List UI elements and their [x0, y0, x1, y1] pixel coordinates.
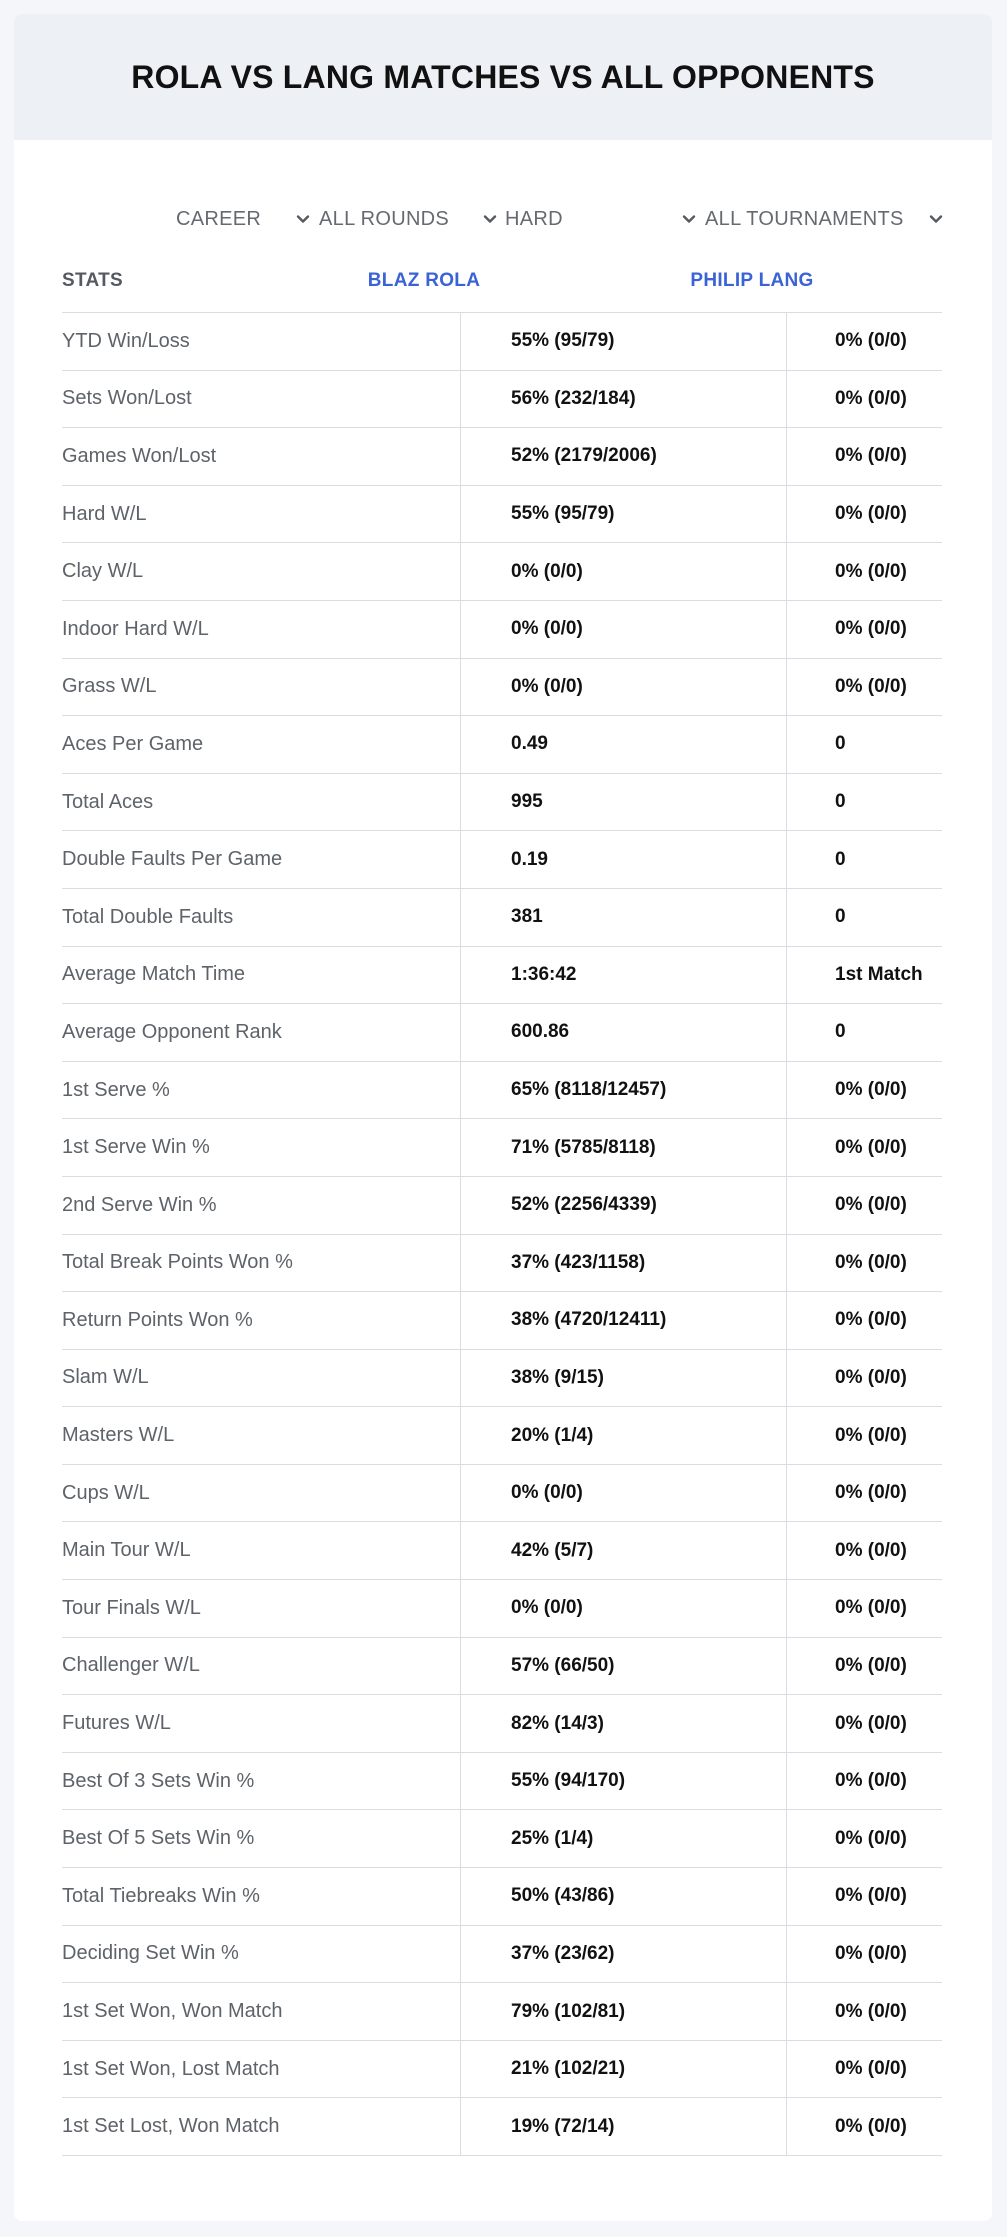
player1-stat-value: 65% (8118/12457)	[460, 1062, 786, 1119]
stat-label: Sets Won/Lost	[62, 387, 192, 410]
table-row	[62, 1292, 942, 1350]
table-row	[62, 831, 942, 889]
player2-stat-value: 0	[786, 1004, 942, 1061]
stat-label: Indoor Hard W/L	[62, 617, 209, 640]
stat-label: Hard W/L	[62, 502, 147, 525]
player2-stat-value: 0% (0/0)	[786, 659, 942, 716]
page-title: ROLA VS LANG MATCHES VS ALL OPPONENTS	[131, 58, 875, 95]
player1-stat-value: 0% (0/0)	[460, 543, 786, 600]
player1-stat-value: 55% (94/170)	[460, 1753, 786, 1810]
player2-stat-value: 0% (0/0)	[786, 486, 942, 543]
column-header-stats: STATS	[62, 270, 123, 291]
player2-name-link[interactable]: PHILIP LANG	[690, 270, 814, 291]
table-row	[62, 1235, 942, 1293]
table-row	[62, 1004, 942, 1062]
stat-label: 2nd Serve Win %	[62, 1193, 217, 1216]
table-row	[62, 601, 942, 659]
player1-stat-value: 0.19	[460, 831, 786, 888]
player2-stat-value: 0% (0/0)	[786, 428, 942, 485]
player1-stat-value: 57% (66/50)	[460, 1638, 786, 1695]
card-header	[14, 14, 992, 140]
player2-stat-value: 0% (0/0)	[786, 1062, 942, 1119]
player2-stat-value: 0% (0/0)	[786, 1465, 942, 1522]
stat-label: Challenger W/L	[62, 1654, 200, 1677]
stat-label: Total Double Faults	[62, 905, 234, 928]
player2-stat-value: 0% (0/0)	[786, 543, 942, 600]
table-row	[62, 1119, 942, 1177]
table-row	[62, 1638, 942, 1696]
filter-surface-select[interactable]	[505, 204, 698, 234]
table-row	[62, 1926, 942, 1984]
player2-stat-value: 0% (0/0)	[786, 1580, 942, 1637]
table-row	[62, 1522, 942, 1580]
table-row	[62, 1350, 942, 1408]
player2-stat-value: 0% (0/0)	[786, 1926, 942, 1983]
player2-stat-value: 0% (0/0)	[786, 1350, 942, 1407]
player1-stat-value: 38% (4720/12411)	[460, 1292, 786, 1349]
player2-stat-value: 0	[786, 716, 942, 773]
filter-rounds-select[interactable]	[319, 204, 499, 234]
table-row	[62, 486, 942, 544]
player1-stat-value: 0% (0/0)	[460, 601, 786, 658]
stat-label: Deciding Set Win %	[62, 1942, 239, 1965]
player1-stat-value: 381	[460, 889, 786, 946]
table-row	[62, 1177, 942, 1235]
player2-stat-value: 0% (0/0)	[786, 1292, 942, 1349]
player1-stat-value: 1:36:42	[460, 947, 786, 1004]
stat-label: 1st Set Won, Won Match	[62, 2000, 283, 2023]
player1-stat-value: 0% (0/0)	[460, 1465, 786, 1522]
player1-stat-value: 56% (232/184)	[460, 371, 786, 428]
stat-label: Total Aces	[62, 790, 154, 813]
stat-label: YTD Win/Loss	[62, 329, 190, 352]
player1-stat-value: 600.86	[460, 1004, 786, 1061]
stats-table	[62, 254, 942, 2156]
table-row	[62, 774, 942, 832]
player2-stat-value: 0% (0/0)	[786, 1235, 942, 1292]
player1-stat-value: 37% (23/62)	[460, 1926, 786, 1983]
table-row	[62, 889, 942, 947]
table-row	[62, 1695, 942, 1753]
player1-stat-value: 21% (102/21)	[460, 2041, 786, 2098]
stat-label: 1st Serve Win %	[62, 1136, 210, 1159]
table-row	[62, 428, 942, 486]
chevron-down-icon	[680, 210, 698, 228]
player1-stat-value: 37% (423/1158)	[460, 1235, 786, 1292]
stat-label: Best Of 3 Sets Win %	[62, 1769, 255, 1792]
table-row	[62, 1868, 942, 1926]
player1-stat-value: 42% (5/7)	[460, 1522, 786, 1579]
player2-stat-value: 0	[786, 831, 942, 888]
player2-stat-value: 0% (0/0)	[786, 371, 942, 428]
stat-label: Futures W/L	[62, 1712, 171, 1735]
chevron-down-icon	[927, 210, 945, 228]
player1-stat-value: 55% (95/79)	[460, 313, 786, 370]
filter-label: HARD	[505, 207, 563, 230]
stat-label: 1st Serve %	[62, 1078, 170, 1101]
table-row	[62, 371, 942, 429]
player2-stat-value: 0% (0/0)	[786, 1177, 942, 1234]
stat-label: Aces Per Game	[62, 732, 204, 755]
table-row	[62, 947, 942, 1005]
stat-label: 1st Set Won, Lost Match	[62, 2057, 280, 2080]
table-row	[62, 1810, 942, 1868]
stat-label: 1st Set Lost, Won Match	[62, 2115, 280, 2138]
stat-label: Grass W/L	[62, 675, 157, 698]
player2-stat-value: 0% (0/0)	[786, 1119, 942, 1176]
player2-stat-value: 0% (0/0)	[786, 1868, 942, 1925]
player1-stat-value: 19% (72/14)	[460, 2098, 786, 2155]
table-body	[62, 313, 942, 2156]
table-row	[62, 313, 942, 371]
stat-label: Slam W/L	[62, 1366, 149, 1389]
player2-stat-value: 0	[786, 774, 942, 831]
player2-stat-value: 0% (0/0)	[786, 1753, 942, 1810]
player1-stat-value: 79% (102/81)	[460, 1983, 786, 2040]
stat-label: Double Faults Per Game	[62, 848, 283, 871]
filter-career-select[interactable]	[176, 204, 312, 234]
player2-stat-value: 0% (0/0)	[786, 1638, 942, 1695]
table-row	[62, 1580, 942, 1638]
player1-stat-value: 20% (1/4)	[460, 1407, 786, 1464]
player1-name-link[interactable]: BLAZ ROLA	[367, 270, 481, 291]
stat-label: Cups W/L	[62, 1481, 150, 1504]
filter-tournaments-select[interactable]	[705, 204, 945, 234]
player1-stat-value: 0% (0/0)	[460, 659, 786, 716]
stat-label: Best Of 5 Sets Win %	[62, 1827, 255, 1850]
player1-stat-value: 52% (2179/2006)	[460, 428, 786, 485]
stat-label: Games Won/Lost	[62, 444, 217, 467]
player1-stat-value: 52% (2256/4339)	[460, 1177, 786, 1234]
player1-stat-value: 38% (9/15)	[460, 1350, 786, 1407]
player2-stat-value: 0% (0/0)	[786, 1695, 942, 1752]
stat-label: Clay W/L	[62, 560, 144, 583]
filter-bar	[14, 184, 992, 254]
table-row	[62, 1983, 942, 2041]
stat-label: Tour Finals W/L	[62, 1596, 201, 1619]
player1-stat-value: 0.49	[460, 716, 786, 773]
table-row	[62, 2041, 942, 2099]
player2-stat-value: 0% (0/0)	[786, 1810, 942, 1867]
player2-stat-value: 1st Match	[786, 947, 942, 1004]
player1-stat-value: 71% (5785/8118)	[460, 1119, 786, 1176]
player1-stat-value: 0% (0/0)	[460, 1580, 786, 1637]
player2-stat-value: 0% (0/0)	[786, 2041, 942, 2098]
chevron-down-icon	[294, 210, 312, 228]
player1-stat-value: 82% (14/3)	[460, 1695, 786, 1752]
table-row	[62, 543, 942, 601]
table-row	[62, 1062, 942, 1120]
player2-stat-value: 0% (0/0)	[786, 1407, 942, 1464]
stat-label: Average Opponent Rank	[62, 1020, 282, 1043]
player2-stat-value: 0% (0/0)	[786, 2098, 942, 2155]
stat-label: Total Tiebreaks Win %	[62, 1884, 260, 1907]
player1-stat-value: 55% (95/79)	[460, 486, 786, 543]
player2-stat-value: 0% (0/0)	[786, 313, 942, 370]
stat-label: Masters W/L	[62, 1424, 175, 1447]
table-row	[62, 659, 942, 717]
player2-stat-value: 0% (0/0)	[786, 601, 942, 658]
filter-label: CAREER	[176, 207, 262, 230]
stat-label: Total Break Points Won %	[62, 1251, 293, 1274]
stat-label: Average Match Time	[62, 963, 246, 986]
player1-stat-value: 995	[460, 774, 786, 831]
table-header	[62, 254, 942, 313]
table-row	[62, 2098, 942, 2156]
player2-stat-value: 0% (0/0)	[786, 1983, 942, 2040]
player1-stat-value: 25% (1/4)	[460, 1810, 786, 1867]
stat-label: Return Points Won %	[62, 1308, 253, 1331]
stats-card	[14, 14, 992, 2221]
player1-stat-value: 50% (43/86)	[460, 1868, 786, 1925]
player2-stat-value: 0% (0/0)	[786, 1522, 942, 1579]
table-row	[62, 716, 942, 774]
table-row	[62, 1465, 942, 1523]
filter-label: ALL ROUNDS	[319, 207, 450, 230]
player2-stat-value: 0	[786, 889, 942, 946]
filter-label: ALL TOURNAMENTS	[705, 207, 904, 230]
chevron-down-icon	[481, 210, 499, 228]
stat-label: Main Tour W/L	[62, 1539, 191, 1562]
table-row	[62, 1407, 942, 1465]
table-row	[62, 1753, 942, 1811]
